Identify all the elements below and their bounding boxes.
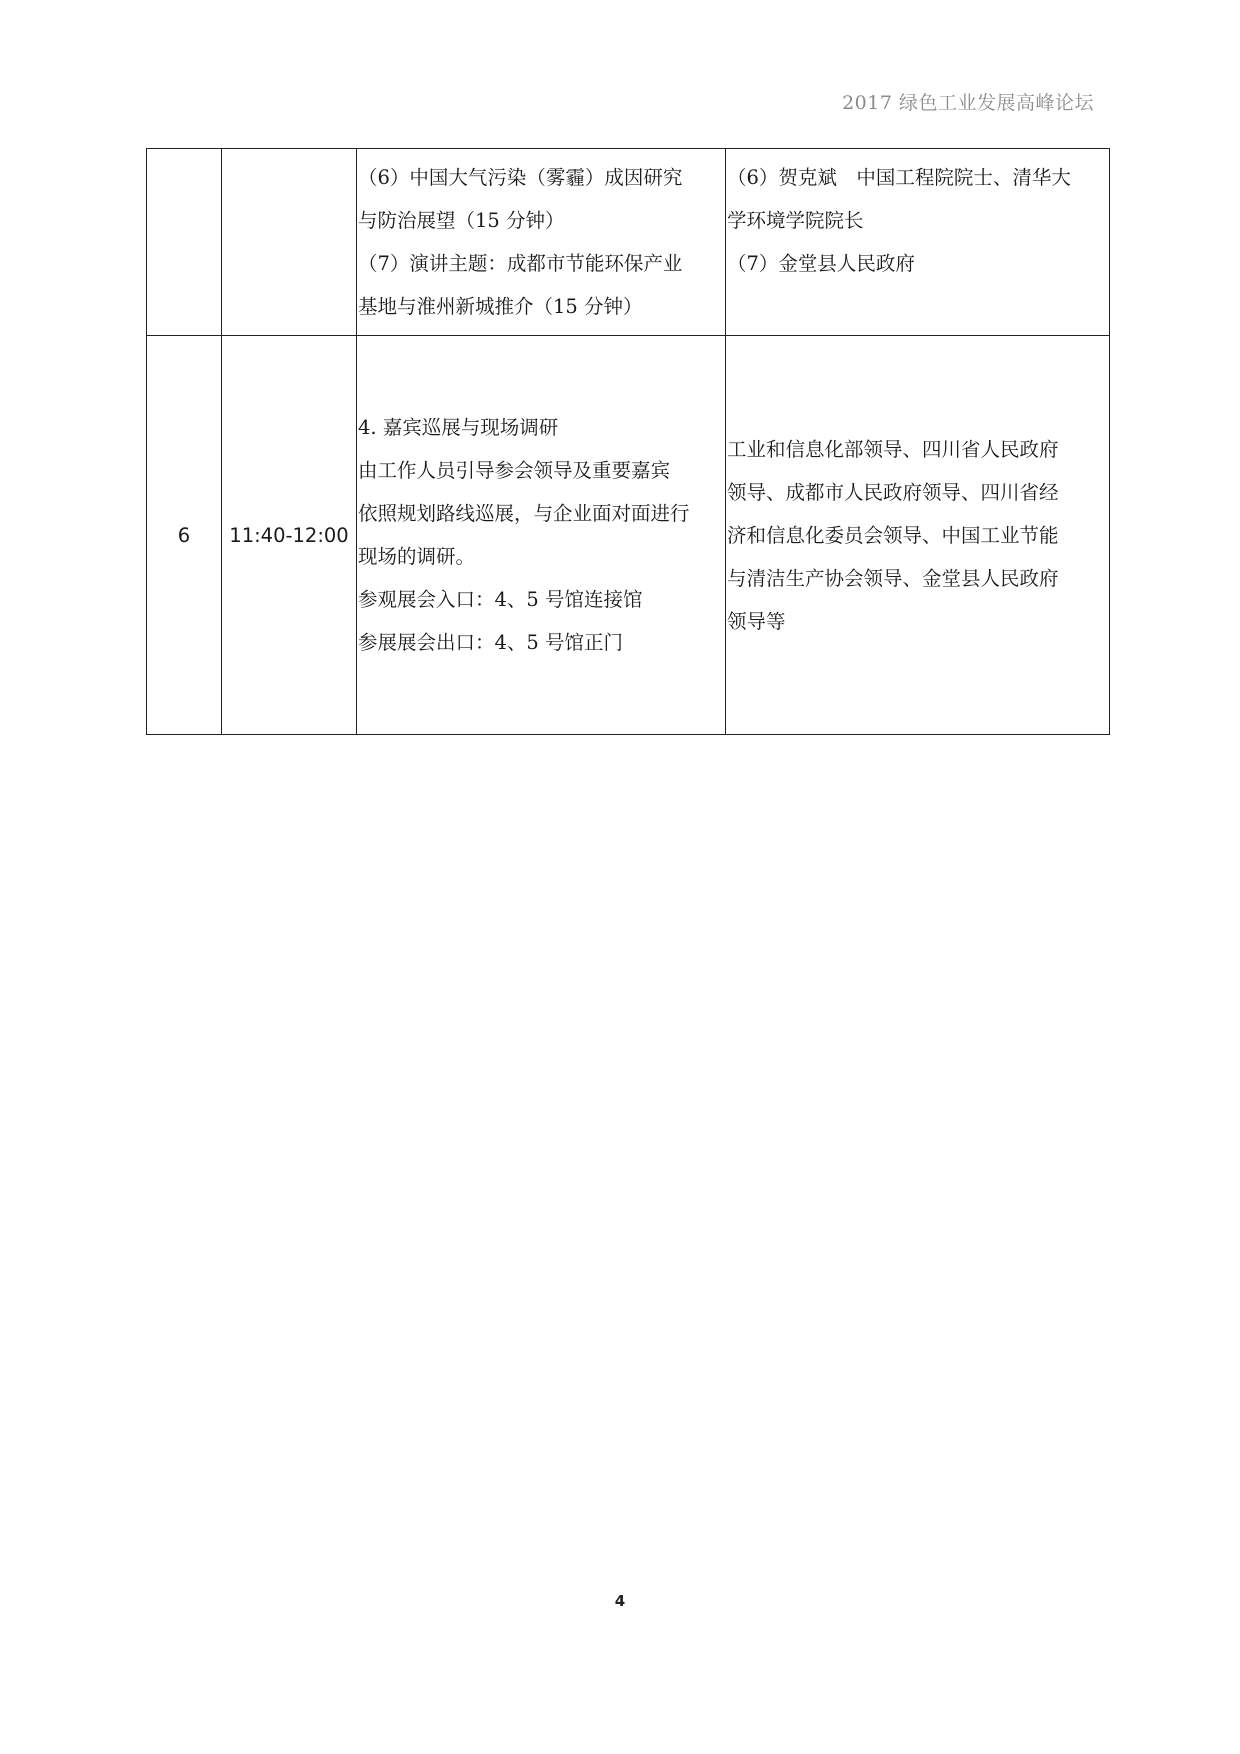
speaker-line: （6）贺克斌 中国工程院院士、清华大 [727, 166, 1071, 189]
content-line: 现场的调研。 [358, 545, 476, 568]
content-line: 与防治展望（15 分钟） [358, 209, 565, 232]
content-line: 参观展会入口：4、5 号馆连接馆 [358, 588, 643, 611]
content-line: 4. 嘉宾巡展与现场调研 [358, 416, 559, 439]
content-line: （6）中国大气污染（雾霾）成因研究 [358, 166, 683, 189]
content-line: 依照规划路线巡展，与企业面对面进行 [358, 502, 690, 525]
speaker-line: 济和信息化委员会领导、中国工业节能 [727, 523, 1059, 547]
speaker-line-spacer [727, 285, 1108, 328]
agenda-table [146, 148, 1110, 735]
row-content-cell [357, 149, 726, 336]
table-row [147, 149, 1110, 336]
row-time-cell [222, 149, 357, 336]
row-number-cell: 6 [147, 336, 222, 735]
row-time-cell: 11:40-12:00 [222, 336, 357, 735]
page-number: 4 [614, 1592, 626, 1610]
content-line: （7）演讲主题：成都市节能环保产业 [358, 252, 683, 275]
speaker-line: 领导等 [727, 609, 786, 633]
content-line: 参展展会出口：4、5 号馆正门 [358, 631, 624, 654]
speaker-line: 与清洁生产协会领导、金堂县人民政府 [727, 566, 1059, 590]
row-number-cell [147, 149, 222, 336]
page-header-title: 2017 绿色工业发展高峰论坛 [842, 92, 1094, 114]
table-row [147, 336, 1110, 735]
speaker-line: （7）金堂县人民政府 [727, 252, 915, 275]
speaker-line: 学环境学院院长 [727, 209, 864, 232]
row-speaker-cell [726, 149, 1110, 336]
row-speaker-cell [726, 336, 1110, 735]
content-line: 基地与淮州新城推介（15 分钟） [358, 295, 643, 318]
row-content-cell [357, 336, 726, 735]
speaker-line: 领导、成都市人民政府领导、四川省经 [727, 480, 1059, 504]
content-line: 由工作人员引导参会领导及重要嘉宾 [358, 459, 671, 482]
speaker-line: 工业和信息化部领导、四川省人民政府 [727, 437, 1059, 461]
